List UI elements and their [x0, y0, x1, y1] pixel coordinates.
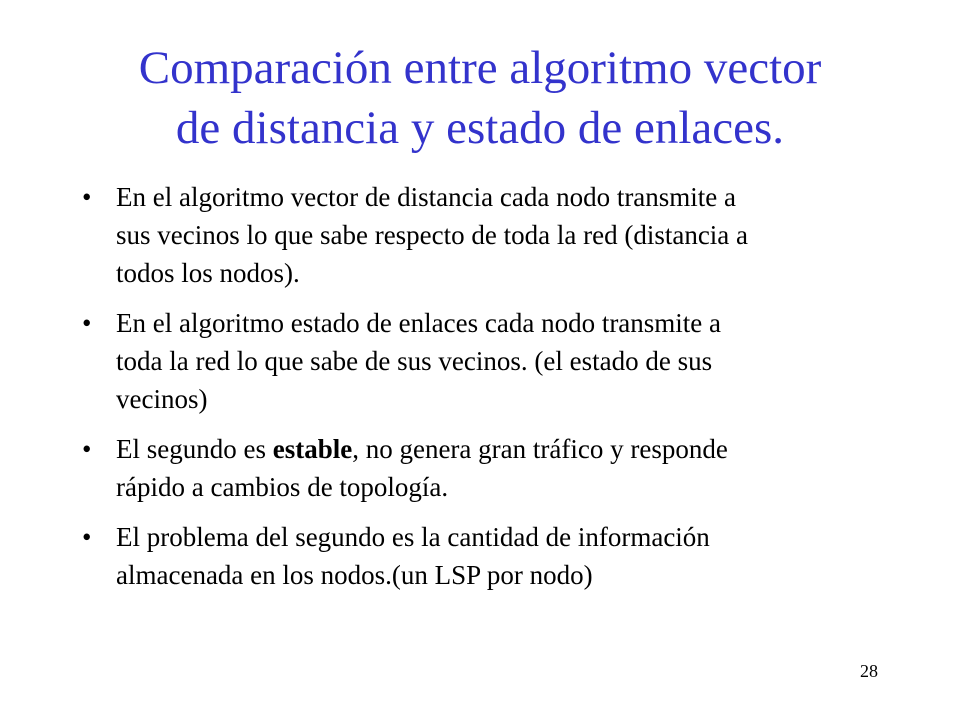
bullet-line: rápido a cambios de topología. [116, 472, 449, 502]
page-number: 28 [860, 661, 878, 681]
bullet-line: sus vecinos lo que sabe respecto de toda la red (distancia a [116, 220, 749, 250]
title-line: Comparación entre algoritmo vector [138, 42, 822, 94]
bullet-line: vecinos) [116, 384, 208, 414]
bullet-item [80, 430, 890, 506]
bullet-icon: • [82, 434, 92, 464]
bullet-icon: • [82, 308, 92, 338]
bullet-item [80, 178, 890, 292]
bullet-item [80, 304, 890, 418]
bullet-line: todos los nodos). [116, 258, 300, 288]
title-line: de distancia y estado de enlaces. [175, 102, 785, 154]
bullet-line: En el algoritmo vector de distancia cada nodo transmite a [116, 182, 737, 212]
bullet-line: almacenada en los nodos.(un LSP por nodo) [116, 560, 593, 590]
bullet-text-segment: El segundo es [116, 434, 273, 464]
bullet-item [80, 518, 890, 594]
bullet-icon: • [82, 522, 92, 552]
bullet-text-segment: , no genera gran tráfico y responde [352, 434, 728, 464]
bullet-list [80, 178, 890, 606]
bullet-line: El problema del segundo es la cantidad de información [116, 522, 710, 552]
bullet-icon: • [82, 182, 92, 212]
bullet-line: toda la red lo que sabe de sus vecinos. (el estado de sus [116, 346, 713, 376]
bullet-line [116, 430, 890, 468]
emphasis-text: estable [272, 434, 353, 464]
slide-title [40, 38, 920, 158]
bullet-line: En el algoritmo estado de enlaces cada nodo transmite a [116, 308, 722, 338]
